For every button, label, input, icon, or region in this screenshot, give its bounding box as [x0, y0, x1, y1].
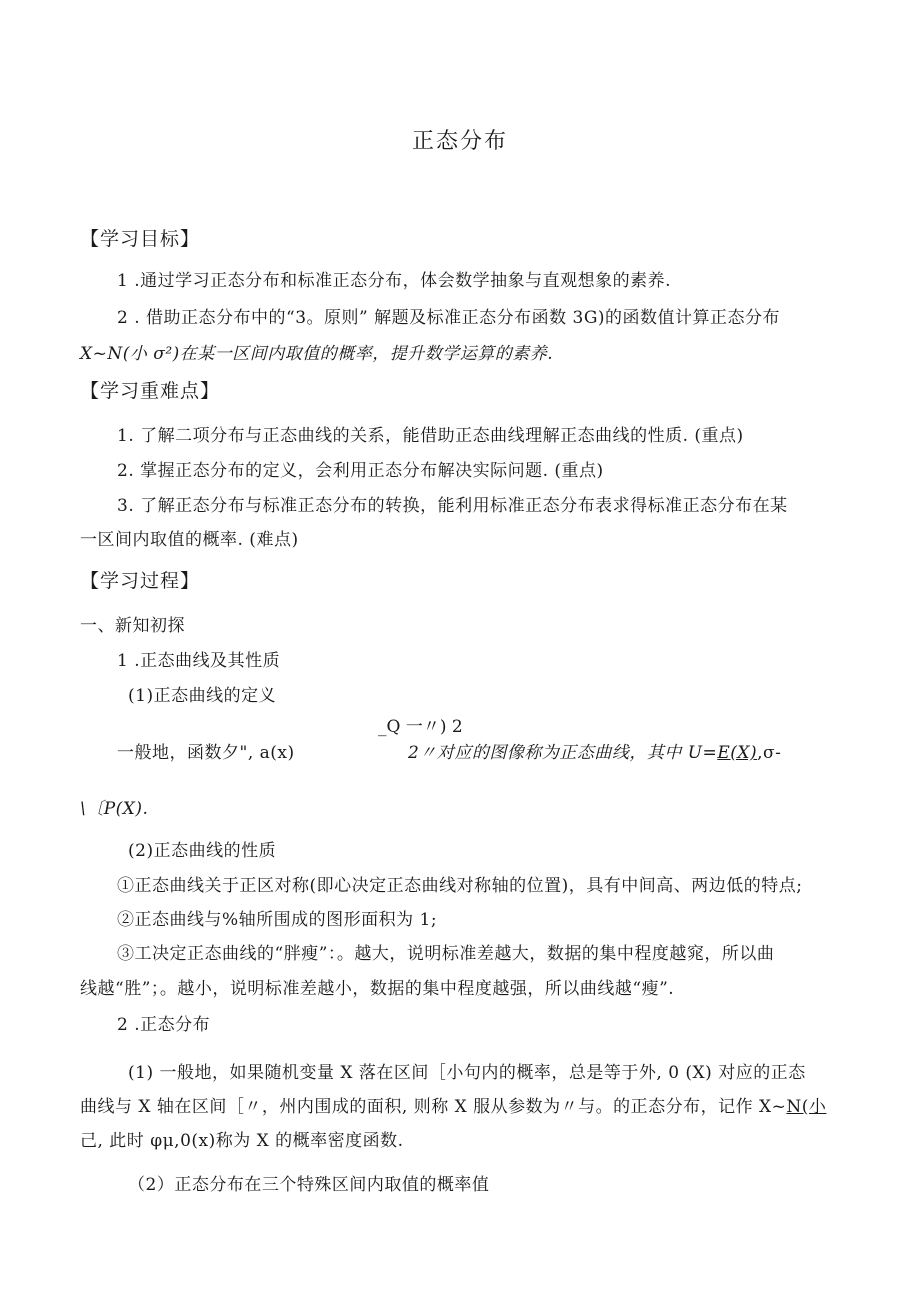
definition-right — [408, 742, 781, 764]
definition-right-pre: 2〃对应的图像称为正态曲线，其中 — [408, 743, 688, 763]
definition-u: U= — [687, 743, 718, 763]
key-point-3: 3. 了解正态分布与标准正态分布的转换，能利用标准正态分布表求得标准正态分布在某 — [117, 496, 788, 516]
key-point-1: 1. 了解二项分布与正态曲线的关系，能借助正态曲线理解正态曲线的性质. (重点) — [117, 426, 744, 446]
property-2: ②正态曲线与%轴所围成的图形面积为 1; — [117, 910, 438, 930]
property-1: ①正态曲线关于正区对称(即心决定正态曲线对称轴的位置)，具有中间高、两边低的特点; — [117, 876, 803, 896]
subsection-three-intervals: （2）正态分布在三个特殊区间内取值的概率值 — [128, 1175, 490, 1195]
formula-exponent: _Q 一〃) 2 — [378, 717, 463, 737]
normal-def-line-3: 己, 此时 φμ,0(x)称为 X 的概率密度函数. — [80, 1131, 404, 1151]
definition-expectation: E(X) — [717, 743, 758, 763]
definition-left: 一般地，函数夕", a(x) — [117, 743, 295, 763]
normal-def-line-2-text: 曲线与 X 轴在区间［〃，州内围成的面积, 则称 X 服从参数为〃与。的正态分布，记作 X~ — [80, 1097, 787, 1117]
objectives-heading: 【学习目标】 — [80, 228, 201, 250]
objective-item-2: 2 . 借助正态分布中的“3。原则” 解题及标准正态分布函数 3G)的函数值计算正态分布 — [117, 308, 781, 328]
process-heading: 【学习过程】 — [80, 570, 201, 592]
key-point-3-cont: 一区间内取值的概率. (难点) — [80, 530, 299, 550]
subsection-curve-definition: (1)正态曲线的定义 — [128, 686, 277, 706]
key-point-2: 2. 掌握正态分布的定义，会利用正态分布解决实际问题. (重点) — [117, 461, 604, 481]
normal-def-line-2 — [80, 1096, 826, 1118]
objective-item-1: 1 .通过学习正态分布和标准正态分布，体会数学抽象与直观想象的素养. — [117, 271, 672, 291]
subsection-curve: 1 .正态曲线及其性质 — [117, 651, 281, 671]
subsection-curve-properties: (2)正态曲线的性质 — [128, 841, 277, 861]
normal-def-line-1: (1) 一般地，如果随机变量 X 落在区间［小句内的概率，总是等于外, 0 (X) 对应的正态 — [128, 1063, 806, 1083]
page-title: 正态分布 — [411, 129, 508, 154]
normal-notation: N(小 — [786, 1097, 827, 1117]
definition-sigma: ,σ- — [757, 743, 782, 763]
property-3: ③工决定正态曲线的“胖瘦”：。越大，说明标准差越大，数据的集中程度越窕，所以曲 — [117, 944, 775, 964]
subsection-normal-distribution: 2 .正态分布 — [117, 1015, 211, 1035]
definition-tail: \〔P(X). — [80, 799, 149, 819]
section-new-knowledge: 一、新知初探 — [80, 616, 185, 636]
objective-item-2-cont: X~N(小 σ²)在某一区间内取值的概率，提升数学运算的素养. — [80, 344, 554, 364]
property-3-cont: 线越“胜”；。越小，说明标准差越小，数据的集中程度越强，所以曲线越“瘦”. — [80, 979, 675, 999]
key-points-heading: 【学习重难点】 — [80, 380, 221, 402]
